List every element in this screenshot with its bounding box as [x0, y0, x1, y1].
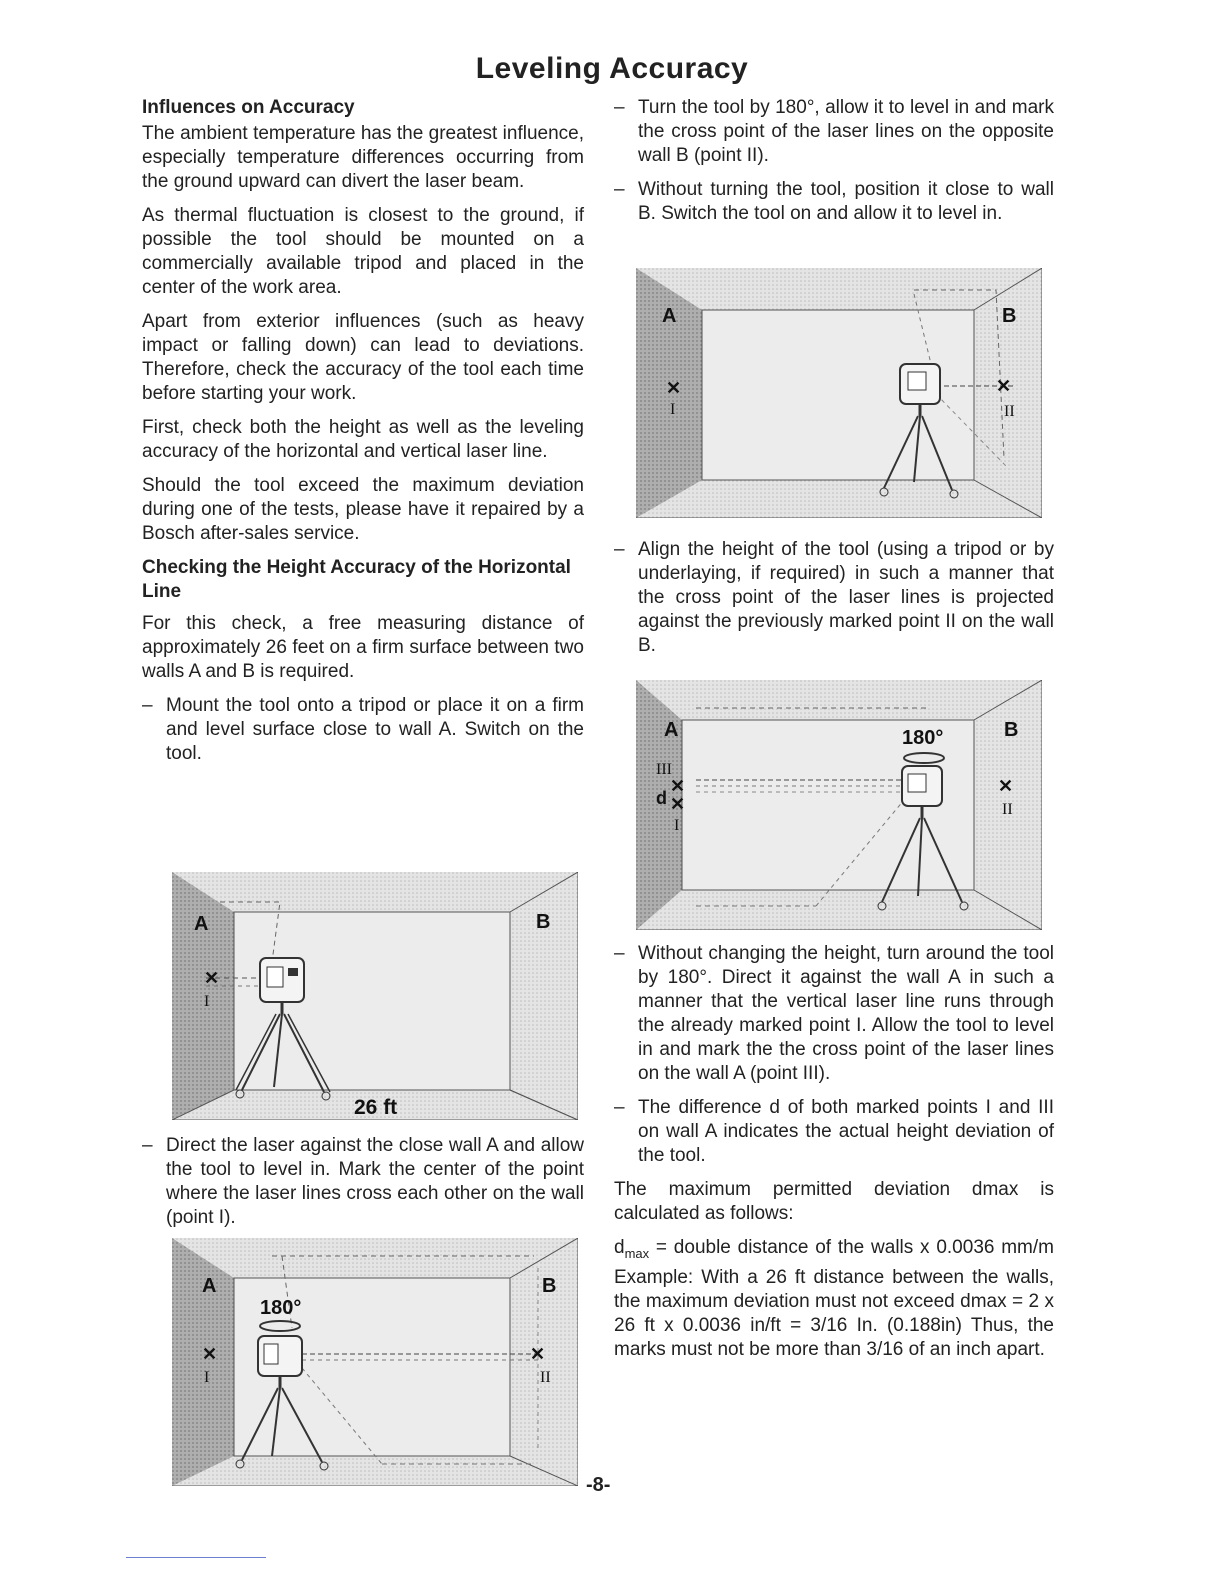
left-column	[142, 96, 584, 776]
wall-b-surface	[510, 872, 578, 1120]
label-point-i: I	[670, 401, 676, 418]
paragraph-thermal: As thermal fluctuation is closest to the ground, if possible the tool should be mounted on a commercially available tripod and placed in the center of the work area.	[142, 205, 584, 298]
figure-turn-wall-a	[636, 680, 1042, 930]
label-angle: 180°	[260, 1297, 302, 1319]
cross-mark-icon: ✕	[670, 794, 686, 814]
right-column-mid	[614, 538, 1054, 668]
label-point-ii: II	[1004, 403, 1015, 420]
label-difference-d: d	[656, 788, 667, 808]
dash-mark: –	[142, 1135, 153, 1156]
heading-influences: Influences on Accuracy	[142, 97, 355, 118]
label-wall-b: B	[1004, 719, 1019, 741]
label-distance: 26 ft	[354, 1096, 398, 1119]
step-text: Without changing the height, turn around the tool by 180°. Direct it against the wall A in such a manner that the vertical laser line runs through the already marked point I. Allow the tool to level in and mark the the cross point of the laser lines on the wall A (point III).	[638, 943, 1054, 1084]
label-wall-a: A	[662, 305, 677, 327]
step-difference	[614, 1096, 1054, 1168]
formula-symbol: d	[614, 1237, 625, 1258]
dash-mark: –	[614, 179, 625, 200]
step-turn-around	[614, 942, 1054, 1086]
step-turn	[614, 96, 1054, 168]
cross-mark-icon: ✕	[670, 776, 686, 796]
figure-near-wall-b	[636, 268, 1042, 518]
paragraph-exterior: Apart from exterior influences (such as heavy impact or falling down) can lead to deviations. Therefore, check the accuracy of the tool each time before starting your work.	[142, 311, 584, 404]
right-column-lower	[614, 942, 1054, 1372]
dash-mark: –	[614, 1097, 625, 1118]
label-angle: 180°	[902, 727, 944, 749]
formula-subscript: max	[624, 1245, 650, 1261]
label-wall-a: A	[202, 1275, 217, 1297]
dash-mark: –	[614, 97, 625, 118]
cross-mark-icon: ✕	[666, 378, 682, 398]
formula-text: = double distance of the walls x 0.0036 mm/m Example: With a 26 ft distance between the walls, the maximum deviation must not exceed dmax = 2 x 26 ft x 0.0036 in/ft = 3/16 In. (0.188in) Thus, the marks must not be more than 3/16 of an inch apart.	[614, 1237, 1054, 1360]
paragraph-first-check: First, check both the height as well as the leveling accuracy of the horizontal and vertical laser line.	[142, 417, 584, 462]
label-wall-a: A	[664, 719, 679, 741]
cross-mark-icon: ✕	[998, 776, 1014, 796]
cross-mark-icon: ✕	[996, 376, 1012, 396]
dash-mark: –	[142, 695, 153, 716]
label-wall-b: B	[536, 911, 551, 933]
label-wall-a: A	[194, 913, 209, 935]
step-position	[614, 178, 1054, 226]
label-point-ii: II	[540, 1369, 551, 1386]
paragraph-temperature: The ambient temperature has the greatest influence, especially temperature differences occurring from the ground upward can divert the laser beam.	[142, 123, 584, 192]
label-wall-b: B	[542, 1275, 557, 1297]
page-number: -8-	[586, 1474, 611, 1496]
cross-mark-icon: ✕	[204, 968, 220, 988]
dash-mark: –	[614, 943, 625, 964]
step-text: The difference d of both marked points I and III on wall A indicates the actual height deviation of the tool.	[638, 1097, 1054, 1166]
label-point-iii: III	[656, 761, 672, 778]
step-direct	[142, 1134, 584, 1230]
cross-mark-icon: ✕	[202, 1344, 218, 1364]
step-text: Align the height of the tool (using a tripod or by underlaying, if required) in such a manner that the cross point of the laser lines is projected against the previously marked point II on the wall B.	[638, 539, 1054, 656]
paragraph-distance: For this check, a free measuring distance of approximately 26 feet on a firm surface between two walls A and B is required.	[142, 613, 584, 682]
right-column-top	[614, 96, 1054, 236]
step-text: Mount the tool onto a tripod or place it on a firm and level surface close to wall A. Switch on the tool.	[166, 695, 584, 764]
dash-mark: –	[614, 539, 625, 560]
label-point-ii: II	[1002, 801, 1013, 818]
label-point-i: I	[204, 1369, 210, 1386]
step-text: Without turning the tool, position it close to wall B. Switch the tool on and allow it to level in.	[638, 179, 1054, 224]
step-align	[614, 538, 1054, 658]
wall-a-surface	[172, 872, 234, 1120]
heading-checking: Checking the Height Accuracy of the Horizontal Line	[142, 557, 571, 602]
footer-line	[126, 1557, 266, 1558]
left-column-lower	[142, 1134, 584, 1240]
figure-turn-wall-b	[172, 1238, 578, 1486]
step-mount	[142, 694, 584, 766]
figure-setup-wall-a	[172, 872, 578, 1120]
paragraph-max-deviation: The maximum permitted deviation dmax is calculated as follows:	[614, 1179, 1054, 1224]
step-text: Direct the laser against the close wall A and allow the tool to level in. Mark the center of the point where the laser lines cross each other on the wall (point I).	[166, 1135, 584, 1228]
paragraph-formula	[614, 1236, 1054, 1362]
paragraph-repair: Should the tool exceed the maximum deviation during one of the tests, please have it repaired by a Bosch after-sales service.	[142, 475, 584, 544]
label-wall-b: B	[1002, 305, 1017, 327]
label-point-i: I	[204, 993, 210, 1010]
page-title: Leveling Accuracy	[475, 52, 749, 85]
cross-mark-icon: ✕	[530, 1344, 546, 1364]
step-text: Turn the tool by 180°, allow it to level in and mark the cross point of the laser lines on the opposite wall B (point II).	[638, 97, 1054, 166]
label-point-i: I	[674, 817, 680, 834]
